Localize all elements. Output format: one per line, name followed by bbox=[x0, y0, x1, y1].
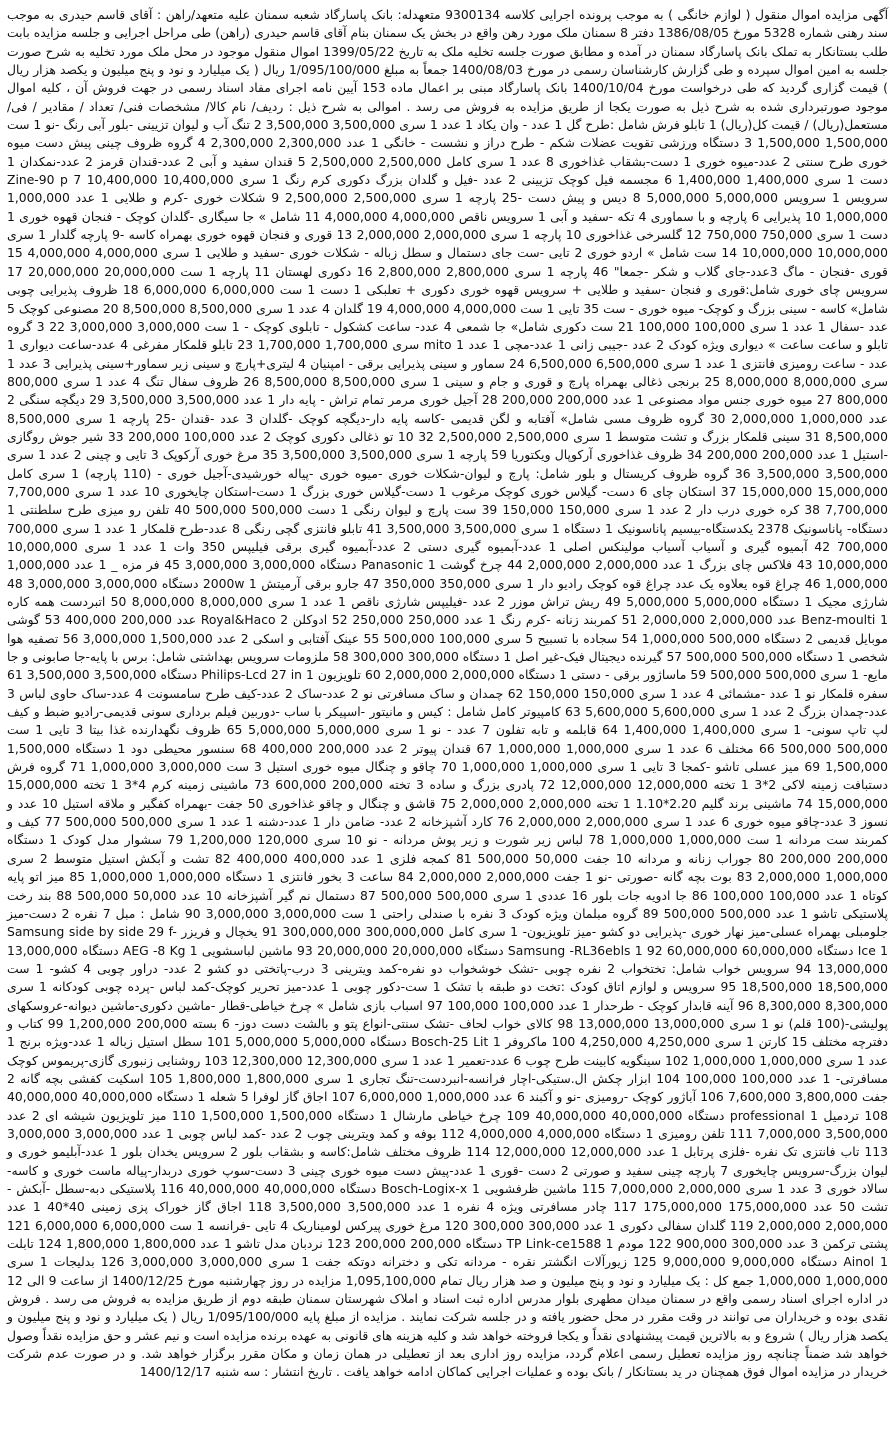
auction-notice-text: آگهی مزایده اموال منقول ( لوازم خانگی ) به موجب پرونده اجرایی کلاسه 9300134 متعهدله: بانک پاسارگاد شعبه سمنان علیه متعهد/راهن : آقای قاسم حیدری به موجب سند رهنی شماره 5328 مورخ 1386/08/05 دفتر 8 سمنان ملک مورد رهن واقع در بخش یک سمنان بنام آقای قاسم حیدری (راهن) طی مراحل اجرایی و جلسه مزایده بابت طلب بستانکار به تملک بانک پاسارگاد سمنان در آمده و مطابق صورت جلسه تخلیه ملک به تاریخ 1399/05/22 اموال منقول موجود در محل ملک مورد تخلیه به شرح صورت جلسه به امین اموال سپرده و طی گزارش کارشناسان رسمی در مورخ 1400/08/03 جمعاً به مبلغ 1/095/100/000 ریال ( یک میلیارد و نود و پنج میلیون و یکصد هزار ریال ) قیمت گزاری گردید که طی درخواست مورخ 1400/10/04 بانک پاسارگاد مبنی بر اعمال ماده 153 آیین نامه اجرای مفاد اسناد رسمی در جهت فروش آن ، کلیه اموال موجود صورتبرداری شده به شرح ذیل به صورت یکجا از طریق مزایده به فروش می رسد . اموالی به شرح ذیل : ردیف/ نام کالا/ مشخصات فنی/ تعداد / مقادیر / فی/ مستعمل(ریال) / قیمت کل(ریال) 1 تابلو فرش شامل :طرح گل 1 عدد - وان یکاد 1 عدد 1 سری 3,500,000 3,500,000 2 تنگ آب و لیوان تزیینی -بلور آبی رنگ -نو 1 ست 1,500,000 1,500,000 3 دستگاه ورزشی تقویت عضلات شکم - طرح دراز و نشست - خانگی 1 عدد 2,300,000 2,300,000 4 گروه ظروف چینی پیش دست میوه خوری طرح سنتی 2 عدد-میوه خوری 1 دست-بشقاب غذاخوری 8 عدد 1 سری کامل 2,500,000 2,500,000 5 قندان سفید و آبی 2 عدد-قندان قرمز 2 عدد-نمکدان 1 دست 1 سری 1,400,000 1,400,000 6 مجسمه فیل کوچک تزیینی 2 عدد -فیل و گلدان بزرگ دکوری کرم رنگ 1 سری 10,400,000 10,400,000 7 Zine-90 p سرویس 1 سرویس 5,000,000 5,000,000 8 دیس و پیش دست -25 پارچه 1 سری 2,500,000 2,500,000 9 شکلات خوری -کرم و طلایی 1 عدد 1,000,000 1,000,000 10 پذیرایی 6 پارچه و با سماوری 4 تکه -سفید و آبی 1 سرویس ناقص 4,000,000 4,000,000 11 شامل » جا سیگاری -گلدان کوچک - فنجان قهوه خوری 1 دست 1 سری 750,000 750,000 12 گلسرخی غذاخوری 10 پارچه 1 سری 2,000,000 2,000,000 13 قوری و فنجان قهوه خوری بهمراه کاسه -9 پارچه گلدار 1 سری 10,000,000 10,000,000 14 ست شامل » اردو خوری 2 تایی -ست جای دستمال و سطل زباله - شکلات خوری -سفید و طلایی 1 سری 4,000,000 4,000,000 15 قوری -فنجان - ماگ 3عدد-جای گلاب و شکر -جمعا" 46 پارچه 1 سری 2,800,000 2,800,000 16 دکوری لهستان 11 پارچه 1 ست 20,000,000 20,000,000 17 سرویس چای خوری شامل:قوری و فنجان -سفید و طلایی + سرویس قهوه خوری دکوری + تعلبکی 1 دست 1 ست 6,000,000 6,000,000 18 ظروف پذیرایی چوبی شامل» کاسه - سینی بزرگ و کوچک- میوه خوری - ست 35 تایی 1 ست 4,000,000 4,000,000 19 گلدان 4 عدد 1 سری 8,500,000 8,500,000 20 مصنوعی کوچک 5 عدد -سفال 1 عدد 1 سری 100,000 100,000 21 ست دکوری شامل» جا شمعی 4 عدد- ساعت کشکول - تابلوی کوچک - 1 ست 3,000,000 3,000,000 22 3 گروه تابلو و ساعت ساعت » دیواری ویژه کودک 2 عدد -جیبی زانی 1 عدد-مچی 1 عدد mito 1 سری 1,700,000 1,700,000 23 تابلو قلمکار مفرغی 4 عدد-ساعت دیواری 1 عدد - ساعت رومیزی فانتزی 1 عدد 1 سری 6,500,000 6,500,000 24 سماور و سینی پذیرایی برقی - امپنیان 4 لیتری+پارچ و سینی زیر سماور+سینی پذیرایی 3 عدد 1 سری 8,000,000 8,000,000 25 برنجی ذغالی بهمراه پارچ و قوری و جام و سینی 1 سری 8,500,000 8,500,000 26 ظروف سفال تنگ 4 عدد 1 سری 800,000 800,000 27 میوه خوری جنس مواد مصنوعی 1 عدد 200,000 200,000 28 آجیل خوری مرمر تمام تراش - پایه دار 1 عدد 3,500,000 3,500,000 29 دیگچه سنگی 2 عدد 1,000,000 2,000,000 30 گروه ظروف مسی شامل» آفتابه و لگن قدیمی -کاسه پایه دار-دیگچه کوچک -گلدان 3 عدد -قندان -25 پارچه 1 سری 8,500,000 8,500,000 31 سینی قلمکار بزرگ و تشت متوسط 1 سری 2,500,000 2,500,000 32 10 تو ذغالی دکوری کوچک 2 عدد 100,000 200,000 33 شیر جوش روگازی -استیل 1 عدد 200,000 200,000 34 ظروف غذاخوری آرکوپال ویکتوریا 59 پارچه 1 سری 3,500,000 3,500,000 35 مرغ خوری آرکوپک 3 تایی و چینی 2 عدد 1 سری 3,500,000 3,500,000 36 گروه ظروف کریستال و بلور شامل: پارچ و لیوان-شکلات خوری -میوه خوری -پیاله خورشیدی-آجیل خوری - (110 پارچه) 1 سری کامل 15,000,000 15,000,000 37 استکان چای 6 دست- گیلاس خوری کوچک مرغوب 1 دست-گیلاس خوری بزرگ 1 دست-استکان چایخوری 10 عدد 1 سری 7,700,000 7,700,000 38 کره خوری درب دار 2 عدد 1 سری 150,000 150,000 39 ست پارچ و لیوان رنگی 1 دست 500,000 500,000 40 تلفن رو میزی طرح سلطنتی 1 دستگاه- پاناسونیک 2378 یکدستگاه-بیسیم پاناسونیک 1 دستگاه 1 سری 3,500,000 3,500,000 41 تابلو فانتزی گچی رنگی 8 عدد-طرح قلمکار 1 عدد 1 سری 700,000 700,000 42 آبمیوه گیری و آسیاب آسیاب مولینکس اصلی 1 عدد-آبمیوه گیری دستی 2 عدد-آبمیوه گیری برقی فیلیپس 350 وات 1 عدد 1 سری 10,000,000 10,000,000 43 فلاکس چای بزرگ 1 عدد 2,000,000 2,000,000 44 چرخ گوشت Panasonic 1 دستگاه 3,000,000 3,000,000 45 فر مزه _ 1 عدد 1,000,000 1,000,000 46 چراغ قوه یعلاوه یک عدد چراغ قوه کوچک رادیو دار 1 سری 350,000 350,000 47 جارو برقی آرمیتش 1 2000w دستگاه 3,000,000 3,000,000 48 شارژی مجیک 1 دستگاه 5,000,000 5,000,000 49 ریش تراش موزر 2 عدد -فیلیپس شارژی ناقص 1 عدد 1 سری 8,000,000 8,000,000 50 اتبردست همه کاره Benz-moulti 1 عدد 2,000,000 2,000,000 51 کمربند زنانه -کرم رنگ 1 عدد 250,000 250,000 52 ادوکلن Royal&Haco 2 عدد 200,000 400,000 53 گوشی موبایل قدیمی 2 دستگاه 500,000 1,000,000 54 سجاده با تسبیح 5 سری 100,000 500,000 55 عینک آفتابی و اسکی 2 عدد 1,500,000 3,000,000 56 تصفیه هوا شخصی 1 دستگاه 500,000 500,000 57 گیرنده دیجیتال فیک-غیر اصل 1 دستگاه 300,000 300,000 58 ملزومات سرویس بهداشتی شامل: برس با پایه-جا صابونی و جا مایع- 1 سری 500,000 500,000 59 ماساژور برقی - دستی 1 دستگاه 2,000,000 2,000,000 60 تلویزیون Philips-Lcd 27 in 1 دستگاه 3,500,000 3,500,000 61 سفره قلمکار نو 1 عدد -مشمائی 4 عدد 1 سری 150,000 150,000 62 چمدان و ساک مسافرتی نو 2 عدد-ساک 2 عدد-کیف طرح سامسونت 4 عدد-ساک حاوی لباس 3 عدد-چمدان بزرگ 2 عدد 1 سری 5,600,000 5,600,000 63 کامپیوتر کامل شامل : کیس و مانیتور -اسپیکر با ساب -دوربین فیلم برداری سونی قدیمی-رادیو ضبط و کیف لپ تاپ سونی- 1 سری 1,400,000 1,400,000 64 قابلمه و تابه تفلون 7 عدد - نو 1 سری 5,000,000 5,000,000 65 ظروف نگهدارنده غذا بیتا 3 تایی 1 ست 500,000 500,000 66 مختلف 6 عدد 1 سری 1,000,000 1,000,000 67 قندان پیوتر 2 عدد 200,000 400,000 68 سنسور محیطی دود 1 دستگاه 1,500,000 1,500,000 69 میز عسلی تاشو -کمجا 3 تایی 1 سری 1,000,000 1,000,000 70 چاقو و چنگال میوه خوری استیل 3 ست 3,000,000 1,000,000 71 گروه فرش دستبافت زمینه لاکی 2*3 1 تخته 12,000,000 12,000,000 72 پادری بزرگ و ساده 3 تخته 200,000 600,000 73 ماشینی زمینه کرم 4*3 1 تخته 15,000,000 15,000,000 74 ماشینی برند گلیم 2.20*1.10 1 تخته 2,000,000 2,000,000 75 قاشق و چنگال و چاقو غذاخوری 50 جفت -بهمراه کفگیر و ملاقه استیل 10 عدد و نسوز 3 عدد-چاقو میوه خوری 6 عدد 1 سری 2,000,000 2,000,000 76 کارد آشپزخانه 2 عدد- ضامن دار 1 عدد-دشنه 1 عدد 1 سری 500,000 500,000 77 کیف و کمربند ست مردانه 1 ست 1,000,000 1,000,000 78 لباس زیر شورت و زیر پوش مردانه - نو 10 سری 120,000 1,200,000 79 سشوار مدل کودک 1 دستگاه 200,000 200,000 80 جوراب زنانه و مردانه 10 جفت 50,000 500,000 81 کمجه فلزی 1 عدد 400,000 400,000 82 تشت و آبکش استیل متوسط 2 سری 1,000,000 2,000,000 83 بوت بچه گانه -صورتی -نو 1 جفت 2,000,000 2,000,000 84 ساعت 3 بخور فانتزی 1 دستگاه 1,000,000 1,000,000 85 میز اتو پایه کوتاه 1 عدد 100,000 100,000 86 جا ادویه جات بلور 16 عددی 1 سری 500,000 500,000 87 دستمال نم گیر آشپزخانه 10 عدد 50,000 500,000 88 بند رخت پلاستیکی تاشو 1 عدد 500,000 500,000 89 گروه مبلمان ویژه کودک 3 نفره با صندلی راحتی 1 ست 3,000,000 3,000,000 90 شامل : مبل 7 نفره 2 دست-میز جلومبلی بهمراه عسلی-میز نهار خوری -پذیرایی دو کشو -میز تلویزیون- 1 سری کامل 300,000,000 300,000,000 91 یخچال و فریزر Samsung side by side 29 f-Ice 1 دستگاه 60,000,000 60,000,000 92 Samsung -RL36ebls 1 دستگاه 20,000,000 20,000,000 93 ماشین لباسشویی AEG -8 Kg 1 دستگاه 13,000,000 13,000,000 94 سرویس خواب شامل: تختخواب 2 نفره چوبی -تشک خوشخواب دو نفره-کمد ویترینی 3 درب-پاتختی دو کشو 2 عدد- دراور چوبی 4 کشو- 1 ست 18,500,000 18,500,000 95 سرویس و لوازم اتاق کودک :تخت دو طبقه با تشک 1 ست-دکور چوبی 1 عدد-میز تحریر کوچک-کمد لباس -پرده چوبی کودکانه 1 سری 8,300,000 8,300,000 96 آینه قابدار کوچک - طرحدار 1 عدد 100,000 100,000 97 اسباب بازی شامل » چرخ خیاطی-قطار -ماشین دکوری-ماشین دیوانه-عروسکهای پولیشی-(100 قلم) نو 1 سری 13,000,000 13,000,000 98 کالای خواب لحاف -تشک سنتی-انواع پتو و بالشت دست دوز- 6 بسته 200,000 1,200,000 99 کتاب و دفترچه مختلف 15 کارتن 1 سری 4,250,000 4,250,000 100 ماکروفر Bosch-25 Lit 1 دستگاه 5,000,000 5,000,000 101 سطل استیل زباله 1 عدد-ویژه برنج 1 عدد 1 سری 1,000,000 1,000,000 102 سینگویه کابینت طرح چوب 6 عدد-تعمیر 1 عدد 1 سری 12,300,000 12,300,000 103 روشنایی زنبوری گازی-پریموس کوچک مسافرتی- 1 عدد 100,000 100,000 104 ابزار چکش ال.ستیکی-اچار فرانسه-انبردست-تنگ تجاری 1 سری 1,800,000 1,800,000 105 اسکیت کفشی بچه گانه 2 جفت 3,800,000 7,600,000 106 آباژور کوچک -رومیزی -نو و آکبند 6 عدد 1,000,000 6,000,000 107 اجاق گاز لوفرا 5 شعله 1 دستگاه 40,000,000 40,000,000 108 تردمیل professional 1 دستگاه 40,000,000 40,000,000 109 چرخ خیاطی مارشال 1 دستگاه 1,500,000 1,500,000 110 میز تلویزیون شیشه ای 2 عدد 3,500,000 7,000,000 111 تلفن رومیزی 1 دستگاه 4,000,000 4,000,000 112 بوفه و کمد ویترینی چوب 2 عدد -کمد لباس چوبی 1 عدد 3,000,000 3,000,000 113 تاب فانتزی تک نفره -فلزی پرتابل 1 عدد 12,000,000 12,000,000 114 ظروف مختلف شامل:کاسه و بشقاب بلور 2 سرویس یخدان بلور 1 عدد-آبلیمو خوری و لیوان بزرگ-سرویس چایخوری 7 پارچه چینی سفید و صورتی 2 دست -قوری 1 عدد-پیش دست میوه خوری چینی 3 دست-سوپ خوری دربدار-پیاله ماست خوری و کاسه-سالاد خوری 3 عدد 1 سری 2,000,000 7,000,000 115 ماشین ظرفشویی Bosch-Logix-x 1 دستگاه 40,000,000 40,000,000 116 پلاستیکی دبه-سطل -آبکش - تشت 50 عدد 175,000,000 175,000,000 117 چادر مسافرتی ویژه 4 نفره 1 عدد 3,500,000 3,500,000 118 اجاق گاز خوراک پزی زمینی 40*40 1 عدد 2,000,000 2,000,000 119 گلدان سفالی دکوری 1 عدد 300,000 300,000 120 مرغ خوری پیرکس لومیناریک 4 تایی -فرانسه 1 ست 6,000,000 6,000,000 121 پشتی ترکمن 3 عدد 300,000 900,000 122 مودم TP Link-ce1588 1 دستگاه 200,000 200,000 123 نردبان مدل تاشو 1 عدد 1,800,000 1,800,000 124 تابلت Ainol 1 دستگاه 9,000,000 9,000,000 125 زیورآلات انگشتر نقره - مردانه تکی و دخترانه دوتکه جفت 1 سری 3,000,000 3,000,000 126 بدلیجات 1 سری 1,000,000 1,000,000 جمع کل : یک میلیارد و نود و پنج میلیون و صد هزار ریال تمام 1,095,100,000 مزایده در روز چهارشنبه مورخ 1400/12/25 از ساعت 9 الی 12 در اداره اجرای اسناد رسمی واقع در سمنان میدان مطهری بلوار مدرس اداره ثبت اسناد و املاک شهرستان سمنان طبقه دوم از طریق مزایده به فروش می رسد . فروش نقدی بوده و خریداران می توانند در وقت مقرر در محل حضور یافته و در جلسه شرکت نمایند . مزایده از مبلغ پایه 1/095/100/000 ریال ( یک میلیارد و نود و پنج میلیون و یکصد هزار ریال ) شروع و به بالاترین قیمت پیشنهادی نقداً و یکجا فروخته خواهد شد و کلیه هزینه های قانونی به عهده برنده مزایده است و نیم عشر و حق مزایده نقداً وصول خواهد شد ضمناً چنانچه روز مزایده تعطیل رسمی اعلام گردد، مزایده روز اداری بعد از تعطیلی در همان زمان و مکان مقرر برگزار خواهد شد. و در صورت عدم شرکت خریدار در مزایده اموال فوق همچنان در ید بستانکار / بانک بوده و عملیات اجرایی کماکان ادامه خواهد یافت . تاریخ انتشار : سه شنبه 1400/12/17 bbox=[7, 8, 889, 1380]
